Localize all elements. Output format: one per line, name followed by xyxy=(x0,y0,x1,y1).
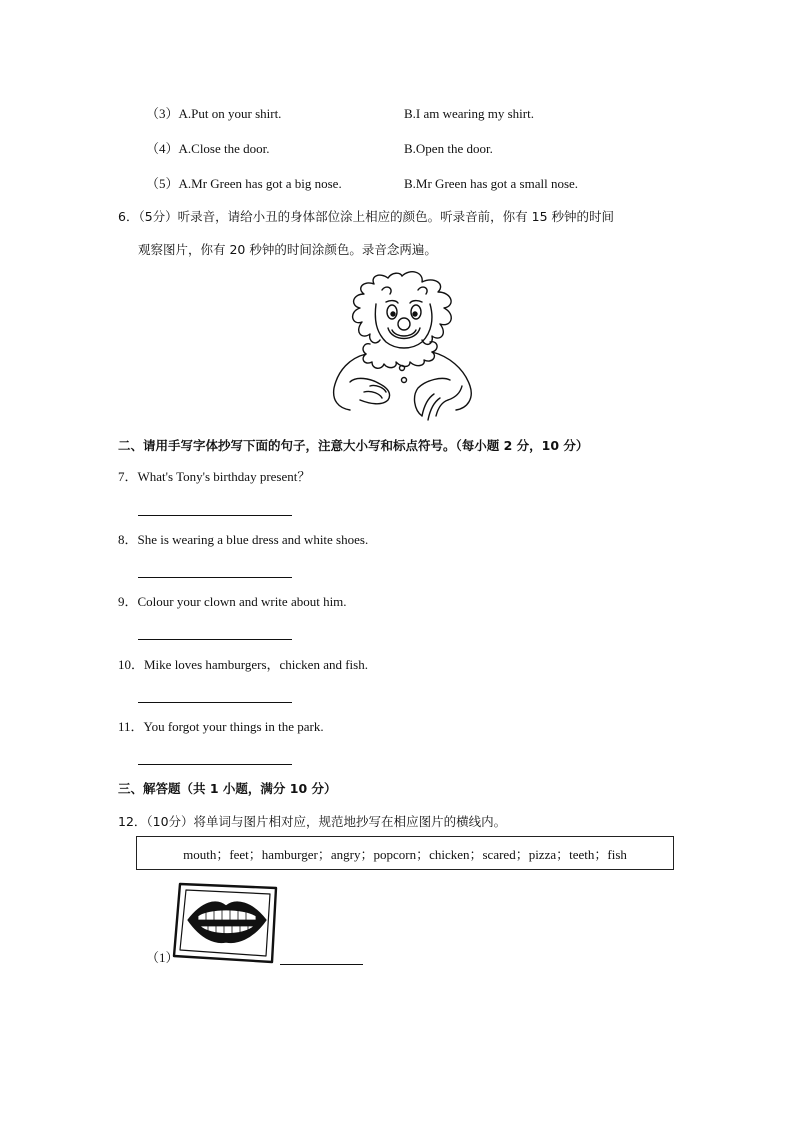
clown-illustration xyxy=(330,270,486,422)
word-bank-text: mouth；feet；hamburger；angry；popcorn；chicken；scared；pizza；teeth；fish xyxy=(183,846,627,862)
question-6-line1: 6．（5分）听录音，请给小丑的身体部位涂上相应的颜色。听录音前，你有 15 秒钟的时间 xyxy=(118,209,615,224)
section-3-heading: 三、解答题（共 1 小题，满分 10 分） xyxy=(118,781,337,796)
section-2-heading: 二、请用手写字体抄写下面的句子，注意大小写和标点符号。（每小题 2 分，10 分） xyxy=(118,438,589,453)
option-3-label: （3）A.Put on your shirt. xyxy=(146,106,282,121)
sentence-11: 11．You forgot your things in the park. xyxy=(118,719,324,734)
answer-line-9[interactable] xyxy=(138,639,292,640)
question-6-line2: 观察图片，你有 20 秒钟的时间涂颜色。录音念两遍。 xyxy=(138,242,437,257)
option-4-label: （4）A.Close the door. xyxy=(146,141,270,156)
item-1-label: （1） xyxy=(146,950,179,965)
mouth-icon xyxy=(172,880,280,966)
question-12: 12．（10分）将单词与图片相对应，规范地抄写在相应图片的横线内。 xyxy=(118,814,507,829)
sentence-7: 7．What's Tony's birthday present？ xyxy=(118,469,311,484)
word-bank xyxy=(136,836,674,870)
option-5-b: B.Mr Green has got a small nose. xyxy=(404,176,579,191)
option-5-label: （5）A.Mr Green has got a big nose. xyxy=(146,176,342,191)
answer-line-item-1[interactable] xyxy=(280,964,363,965)
answer-line-7[interactable] xyxy=(138,515,292,516)
option-3-b: B.I am wearing my shirt. xyxy=(404,106,534,121)
answer-line-10[interactable] xyxy=(138,702,292,703)
sentence-9: 9．Colour your clown and write about him. xyxy=(118,594,347,609)
sentence-8: 8．She is wearing a blue dress and white shoes. xyxy=(118,532,369,547)
sentence-10: 10．Mike loves hamburgers，chicken and fish. xyxy=(118,657,368,672)
option-4-b: B.Open the door. xyxy=(404,141,493,156)
answer-line-11[interactable] xyxy=(138,764,292,765)
answer-line-8[interactable] xyxy=(138,577,292,578)
